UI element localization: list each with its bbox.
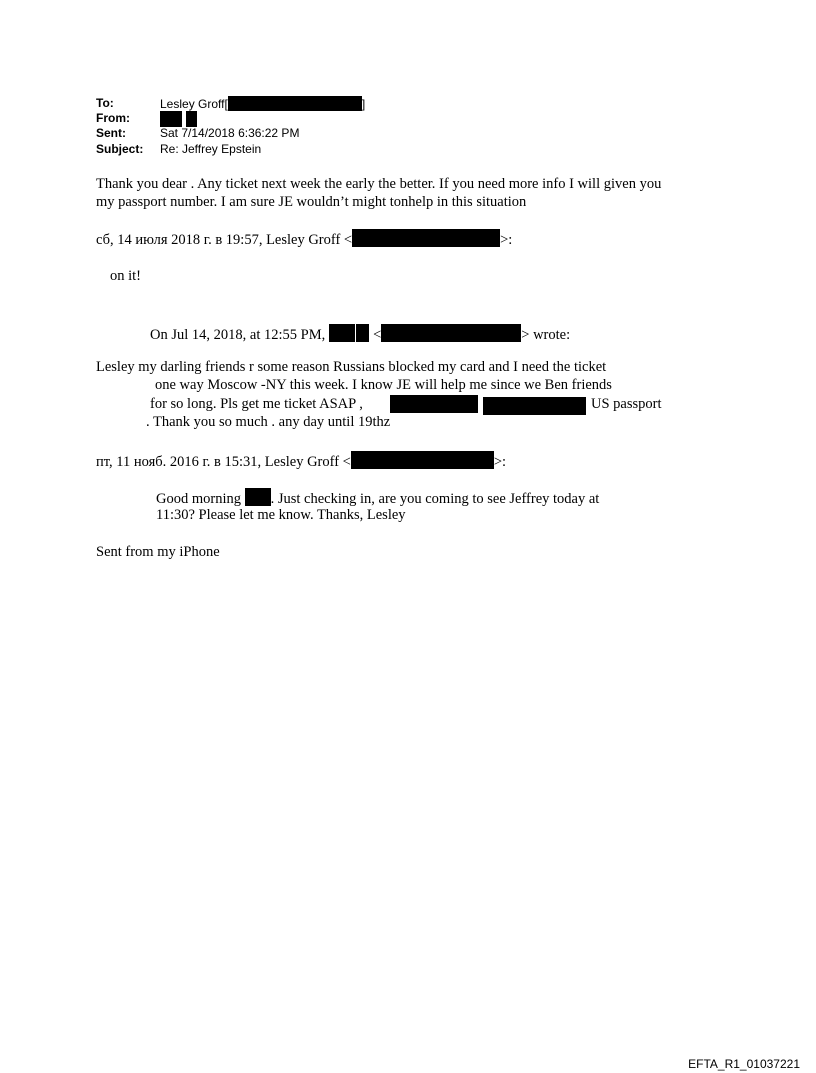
attribution-text: пт, 11 нояб. 2016 г. в 15:31, Lesley Groff < xyxy=(96,454,351,470)
subject-label: Subject: xyxy=(96,142,144,156)
redaction-block xyxy=(356,324,369,342)
redaction-block xyxy=(245,488,271,506)
to-recipient: Lesley Groff[ xyxy=(160,97,228,111)
to-label: To: xyxy=(96,96,114,110)
to-close-bracket: ] xyxy=(361,97,366,111)
document-id: EFTA_R1_01037221 xyxy=(688,1057,800,1071)
quote-line: Lesley my darling friends r some reason Russians blocked my card and I need the ticket xyxy=(96,359,607,375)
body-line: my passport number. I am sure JE wouldn’t might tonhelp in this situation xyxy=(96,194,527,210)
attribution-suffix: > wrote: xyxy=(521,327,571,343)
quote-line-text: for so long. Pls get me ticket ASAP , xyxy=(150,396,363,412)
redaction-block xyxy=(228,96,362,111)
quote-line-suffix: US passport xyxy=(591,396,662,412)
subject-value: Re: Jeffrey Epstein xyxy=(160,142,262,156)
quote-line-text: . Just checking in, are you coming to see Jeffrey today at xyxy=(270,491,600,507)
attribution-text: сб, 14 июля 2018 г. в 19:57, Lesley Groff < xyxy=(96,232,353,248)
quote-line-text: Good morning xyxy=(156,491,241,507)
quote-line: 11:30? Please let me know. Thanks, Lesley xyxy=(156,507,406,523)
from-label: From: xyxy=(96,111,130,125)
quote-line xyxy=(156,488,599,508)
redaction-block xyxy=(186,111,197,127)
quote-text: on it! xyxy=(110,268,142,284)
redaction-block xyxy=(483,397,586,415)
quote-line: . Thank you so much . any day until 19thz xyxy=(146,414,391,430)
body-line: Thank you dear . Any ticket next week the early the better. If you need more info I will given you xyxy=(96,176,662,192)
quote-attribution xyxy=(96,229,512,249)
redaction-block xyxy=(381,324,521,342)
redaction-block xyxy=(329,324,355,342)
to-value xyxy=(160,96,365,111)
redaction-block xyxy=(351,451,494,469)
from-value xyxy=(160,111,197,127)
quote-attribution xyxy=(96,451,506,471)
redaction-block xyxy=(390,395,478,413)
redaction-block xyxy=(160,111,182,127)
sent-value: Sat 7/14/2018 6:36:22 PM xyxy=(160,126,300,140)
redaction-block xyxy=(352,229,500,247)
quote-line: one way Moscow -NY this week. I know JE will help me since we Ben friends xyxy=(155,377,612,393)
signature: Sent from my iPhone xyxy=(96,544,220,560)
attribution-text: On Jul 14, 2018, at 12:55 PM, xyxy=(150,327,326,343)
attribution-lt: < xyxy=(373,327,382,343)
attribution-suffix: >: xyxy=(500,232,513,248)
attribution-suffix: >: xyxy=(493,454,507,470)
quote-line xyxy=(150,395,363,413)
sent-label: Sent: xyxy=(96,126,126,140)
quote-attribution xyxy=(150,324,570,344)
